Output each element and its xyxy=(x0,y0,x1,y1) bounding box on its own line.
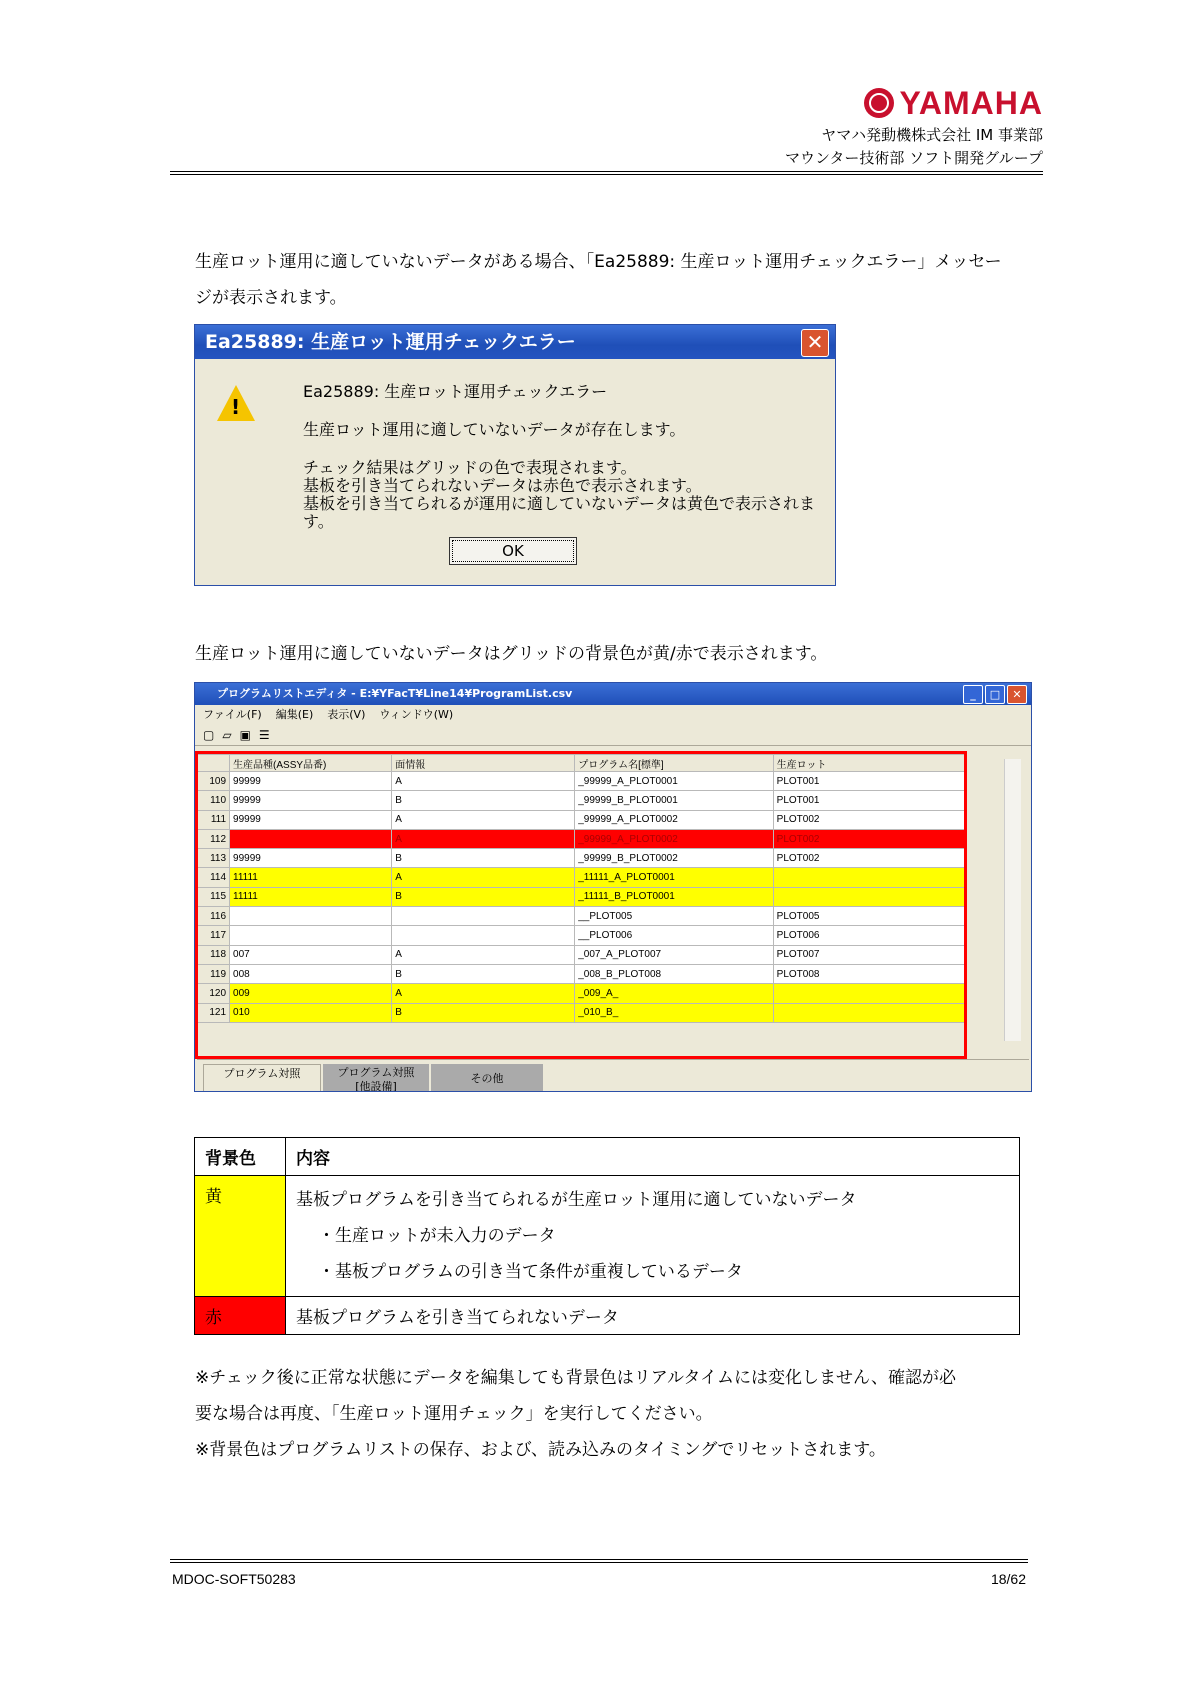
cell-assy[interactable]: 009 xyxy=(230,984,392,1003)
row-number[interactable]: 119 xyxy=(198,964,230,983)
legend-red-desc: 基板プログラムを引き当てられないデータ xyxy=(286,1297,1020,1335)
legend-yellow-item-1: ・生産ロットが未入力のデータ xyxy=(318,1226,556,1246)
cell-lot[interactable]: PLOT005 xyxy=(773,907,966,926)
cell-lot[interactable]: PLOT001 xyxy=(773,772,966,791)
col-program-header[interactable]: プログラム名[標準] xyxy=(575,755,773,772)
cell-assy[interactable]: 99999 xyxy=(230,772,392,791)
note-1b: 要な場合は再度、「生産ロット運用チェック」を実行してください。 xyxy=(195,1404,713,1424)
cell-program[interactable]: _99999_B_PLOT0001 xyxy=(575,791,773,810)
dialog-heading: Ea25889: 生産ロット運用チェックエラー xyxy=(303,382,608,401)
row-number[interactable]: 120 xyxy=(198,984,230,1003)
cell-program[interactable]: _11111_A_PLOT0001 xyxy=(575,868,773,887)
legend-yellow-content xyxy=(286,1176,1020,1297)
dialog-message: 生産ロット運用に適していないデータが存在します。 xyxy=(303,420,686,439)
row-number[interactable]: 118 xyxy=(198,945,230,964)
cell-lot[interactable]: PLOT002 xyxy=(773,810,966,829)
dialog-detail-1: チェック結果はグリッドの色で表現されます。 xyxy=(303,458,637,477)
dialog-detail-2: 基板を引き当てられないデータは赤色で表示されます。 xyxy=(303,476,702,495)
cell-assy[interactable]: 11111 xyxy=(230,868,392,887)
highlight-frame xyxy=(195,751,967,1059)
cell-program[interactable]: _99999_A_PLOT0002 xyxy=(575,810,773,829)
cell-program[interactable]: __PLOT005 xyxy=(575,907,773,926)
toolbar xyxy=(195,725,1031,746)
cell-assy[interactable]: 99999 xyxy=(230,849,392,868)
group-name: マウンター技術部 ソフト開発グループ xyxy=(785,149,1043,167)
menu-file[interactable]: ファイル(F) xyxy=(203,708,262,721)
legend-yellow-item-2: ・基板プログラムの引き当て条件が重複しているデータ xyxy=(318,1262,743,1282)
close-window-button[interactable]: ✕ xyxy=(1007,685,1027,704)
window-title: プログラムリストエディタ - E:¥YFacT¥Line14¥ProgramList.csv xyxy=(217,687,573,700)
cell-lot[interactable]: PLOT007 xyxy=(773,945,966,964)
row-number[interactable]: 117 xyxy=(198,926,230,945)
col-side-header[interactable]: 面情報 xyxy=(392,755,575,772)
row-number[interactable]: 116 xyxy=(198,907,230,926)
warning-exclamation: ! xyxy=(231,395,241,419)
cell-side[interactable]: A xyxy=(392,829,575,848)
legend-header-bg: 背景色 xyxy=(195,1138,286,1176)
footer-rule xyxy=(170,1559,1028,1563)
cell-side[interactable]: B xyxy=(392,887,575,906)
doc-id: MDOC-SOFT50283 xyxy=(172,1571,296,1587)
note-1a: ※チェック後に正常な状態にデータを編集しても背景色はリアルタイムには変化しません、確認が必 xyxy=(195,1368,957,1388)
cell-program[interactable]: _11111_B_PLOT0001 xyxy=(575,887,773,906)
cell-assy[interactable]: 008 xyxy=(230,964,392,983)
error-dialog xyxy=(194,324,836,586)
cell-program[interactable]: _99999_A_PLOT0001 xyxy=(575,772,773,791)
cell-assy[interactable]: 007 xyxy=(230,945,392,964)
cell-program[interactable]: _99999_B_PLOT0002 xyxy=(575,849,773,868)
cell-lot[interactable]: PLOT001 xyxy=(773,791,966,810)
row-number[interactable]: 114 xyxy=(198,868,230,887)
cell-program[interactable]: _009_A_ xyxy=(575,984,773,1003)
cell-assy[interactable]: 99999 xyxy=(230,791,392,810)
legend-header-content: 内容 xyxy=(286,1138,1020,1176)
cell-program[interactable]: _007_A_PLOT007 xyxy=(575,945,773,964)
yamaha-logo xyxy=(864,85,1044,121)
cell-lot[interactable]: PLOT008 xyxy=(773,964,966,983)
cell-assy[interactable]: 11111 xyxy=(230,887,392,906)
cell-side[interactable]: A xyxy=(392,772,575,791)
cell-side[interactable]: B xyxy=(392,791,575,810)
tab-program-match-other[interactable]: プログラム対照 [他設備] xyxy=(323,1064,429,1092)
list-icon[interactable]: ☰ xyxy=(258,728,270,742)
cell-side[interactable]: B xyxy=(392,849,575,868)
grid-intro: 生産ロット運用に適していないデータはグリッドの背景色が黄/赤で表示されます。 xyxy=(195,644,828,664)
cell-lot[interactable]: PLOT002 xyxy=(773,849,966,868)
cell-side[interactable]: A xyxy=(392,984,575,1003)
dialog-detail-3: 基板を引き当てられるが運用に適していないデータは黄色で表示されます。 xyxy=(303,494,816,531)
menu-window[interactable]: ウィンドウ(W) xyxy=(379,708,454,721)
cell-assy[interactable]: 99999 xyxy=(230,810,392,829)
cell-side[interactable]: A xyxy=(392,945,575,964)
program-list-window xyxy=(194,682,1032,1092)
cell-program[interactable]: __PLOT006 xyxy=(575,926,773,945)
row-number[interactable]: 109 xyxy=(198,772,230,791)
col-assy-header[interactable]: 生産品種(ASSY品番) xyxy=(230,755,392,772)
maximize-button[interactable]: □ xyxy=(985,685,1005,704)
row-number[interactable]: 111 xyxy=(198,810,230,829)
tab-other[interactable]: その他 xyxy=(431,1064,543,1092)
new-file-icon[interactable]: ▢ xyxy=(203,728,215,742)
save-icon[interactable]: ▣ xyxy=(239,728,251,742)
tab-program-match[interactable]: プログラム対照 xyxy=(203,1064,321,1092)
menu-edit[interactable]: 編集(E) xyxy=(275,708,314,721)
row-number[interactable]: 113 xyxy=(198,849,230,868)
legend-yellow-desc: 基板プログラムを引き当てられるが生産ロット運用に適していないデータ xyxy=(296,1190,857,1210)
header-rule xyxy=(170,171,1043,175)
minimize-button[interactable]: _ xyxy=(963,685,983,704)
menu-view[interactable]: 表示(V) xyxy=(327,708,366,721)
window-title-bar xyxy=(195,683,1031,705)
cell-side[interactable]: A xyxy=(392,810,575,829)
legend-red-label: 赤 xyxy=(195,1297,286,1335)
vertical-scrollbar[interactable] xyxy=(1004,759,1021,1041)
row-number[interactable]: 110 xyxy=(198,791,230,810)
intro-paragraph xyxy=(195,244,1035,316)
company-name: ヤマハ発動機株式会社 IM 事業部 xyxy=(821,126,1043,144)
cell-lot[interactable]: PLOT002 xyxy=(773,829,966,848)
notes xyxy=(195,1360,1035,1468)
close-button[interactable]: ✕ xyxy=(801,329,829,357)
col-lot-header[interactable]: 生産ロット xyxy=(773,755,966,772)
cell-lot[interactable]: PLOT006 xyxy=(773,926,966,945)
cell-side[interactable]: A xyxy=(392,868,575,887)
intro-line-1: 生産ロット運用に適していないデータがある場合、「Ea25889: 生産ロット運用チェックエラー」メッセー xyxy=(195,252,1002,272)
tab-bar xyxy=(197,1059,1029,1092)
color-legend-table xyxy=(194,1137,1020,1335)
page-number: 18/62 xyxy=(990,1571,1026,1587)
ok-button[interactable]: OK xyxy=(449,537,577,565)
cell-program[interactable]: _99999_A_PLOT0002 xyxy=(575,829,773,848)
dialog-title-bar xyxy=(195,325,835,359)
open-folder-icon[interactable]: ▱ xyxy=(222,728,232,742)
menu-bar xyxy=(195,705,1031,725)
note-2: ※背景色はプログラムリストの保存、および、読み込みのタイミングでリセットされます。 xyxy=(195,1440,886,1460)
row-number[interactable]: 121 xyxy=(198,1003,230,1022)
cell-side[interactable]: B xyxy=(392,964,575,983)
cell-program[interactable]: _008_B_PLOT008 xyxy=(575,964,773,983)
dialog-title: Ea25889: 生産ロット運用チェックエラー xyxy=(205,331,576,353)
logo-text: YAMAHA xyxy=(899,85,1043,121)
row-number[interactable]: 115 xyxy=(198,887,230,906)
legend-yellow-label: 黄 xyxy=(195,1176,286,1297)
cell-side[interactable]: B xyxy=(392,1003,575,1022)
tuning-fork-icon xyxy=(864,88,894,118)
intro-line-2: ジが表示されます。 xyxy=(195,288,347,308)
cell-assy[interactable]: 010 xyxy=(230,1003,392,1022)
cell-program[interactable]: _010_B_ xyxy=(575,1003,773,1022)
row-number[interactable]: 112 xyxy=(198,829,230,848)
